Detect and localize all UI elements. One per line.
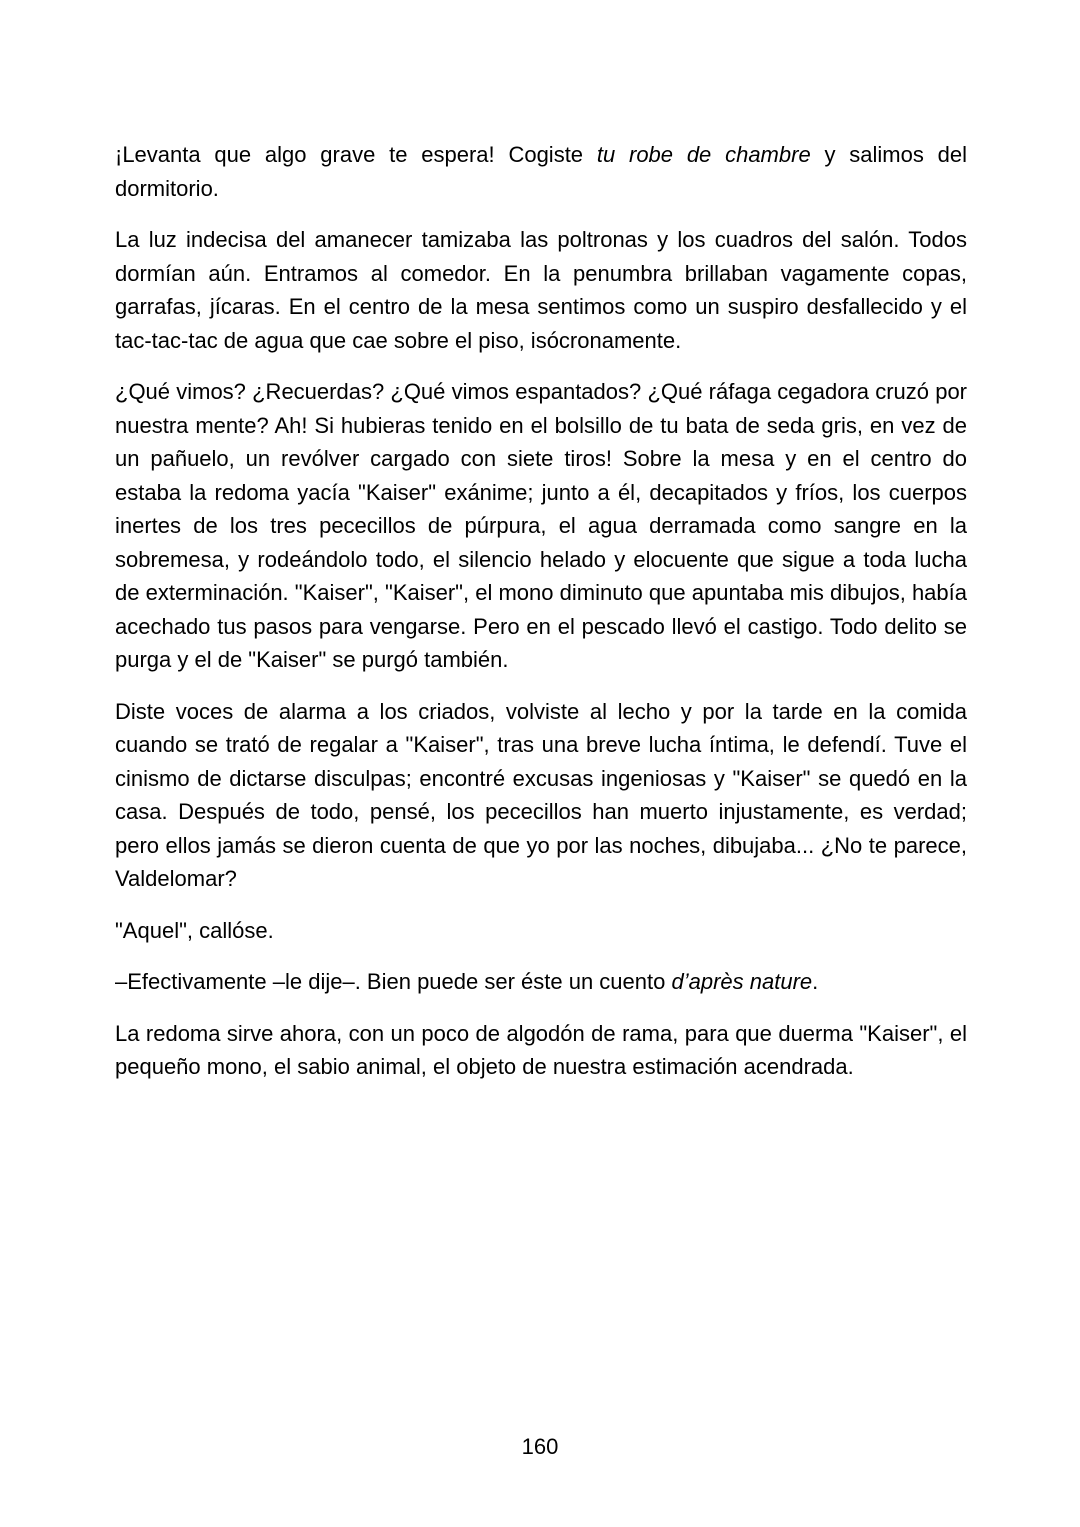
page-content <box>115 138 974 1084</box>
paragraph <box>115 1017 974 1084</box>
italic-text-run: d’après nature <box>671 969 813 994</box>
paragraph <box>115 914 967 948</box>
text-run: . <box>812 969 819 994</box>
paragraph <box>115 695 974 896</box>
paragraph <box>115 223 974 357</box>
text-run: La redoma sirve ahora, con un poco de algodón de rama, para que duerma "Kaiser", el pequeño mono, el sabio animal, el objeto de nuestra estimación acendrada. <box>115 1020 974 1079</box>
paragraph <box>115 965 967 999</box>
text-run: La luz indecisa del amanecer tamizaba las poltronas y los cuadros del salón. Todos dormían aún. Entramos al comedor. En la penumbra brillaban vagamente copas, garrafas, jícaras. En el centro de la mesa sentimos como un suspiro desfallecido y el tac-tac-tac de agua que cae sobre el piso, isócronamente. <box>115 227 974 353</box>
text-run: –Efectivamente –le dije–. Bien puede ser éste un cuento <box>115 969 672 994</box>
page-number: 160 <box>521 1433 559 1459</box>
text-run: ¡Levanta que algo grave te espera! Cogiste <box>115 142 597 167</box>
text-run: "Aquel", callóse. <box>115 917 274 943</box>
text-run: Diste voces de alarma a los criados, volviste al lecho y por la tarde en la comida cuando se trató de regalar a "Kaiser", tras una breve lucha íntima, le defendí. Tuve el cinismo de dictarse disculpas; encontré excusas ingeniosas y "Kaiser" se quedó en la casa. Después de todo, pensé, los pececillos han muerto injustamente, es verdad; pero ellos jamás se dieron cuenta de que yo por las noches, dibujaba... ¿No te parece, Valdelomar? <box>115 698 974 891</box>
text-run: ¿Qué vimos? ¿Recuerdas? ¿Qué vimos espantados? ¿Qué ráfaga cegadora cruzó por nuestra mente? Ah! Si hubieras tenido en el bolsillo de tu bata de seda gris, en vez de un pañuelo, un revólver cargado con siete tiros! Sobre la mesa y en el centro do estaba la redoma yacía "Kaiser" exánime; junto a él, decapitados y fríos, los cuerpos inertes de los tres pececillos de púrpura, el agua derramada como sangre en la sobremesa, y rodeándolo todo, el silencio helado y elocuente que sigue a toda lucha de exterminación. "Kaiser", "Kaiser", el mono diminuto que apuntaba mis dibujos, había acechado tus pasos para vengarse. Pero en el pescado llevó el castigo. Todo delito se purga y el de "Kaiser" se purgó también. <box>115 379 974 672</box>
italic-text-run: tu robe de chambre <box>596 142 811 167</box>
paragraph <box>115 375 974 677</box>
paragraph <box>115 138 974 205</box>
text-run: y salimos del dormitorio. <box>115 142 974 201</box>
